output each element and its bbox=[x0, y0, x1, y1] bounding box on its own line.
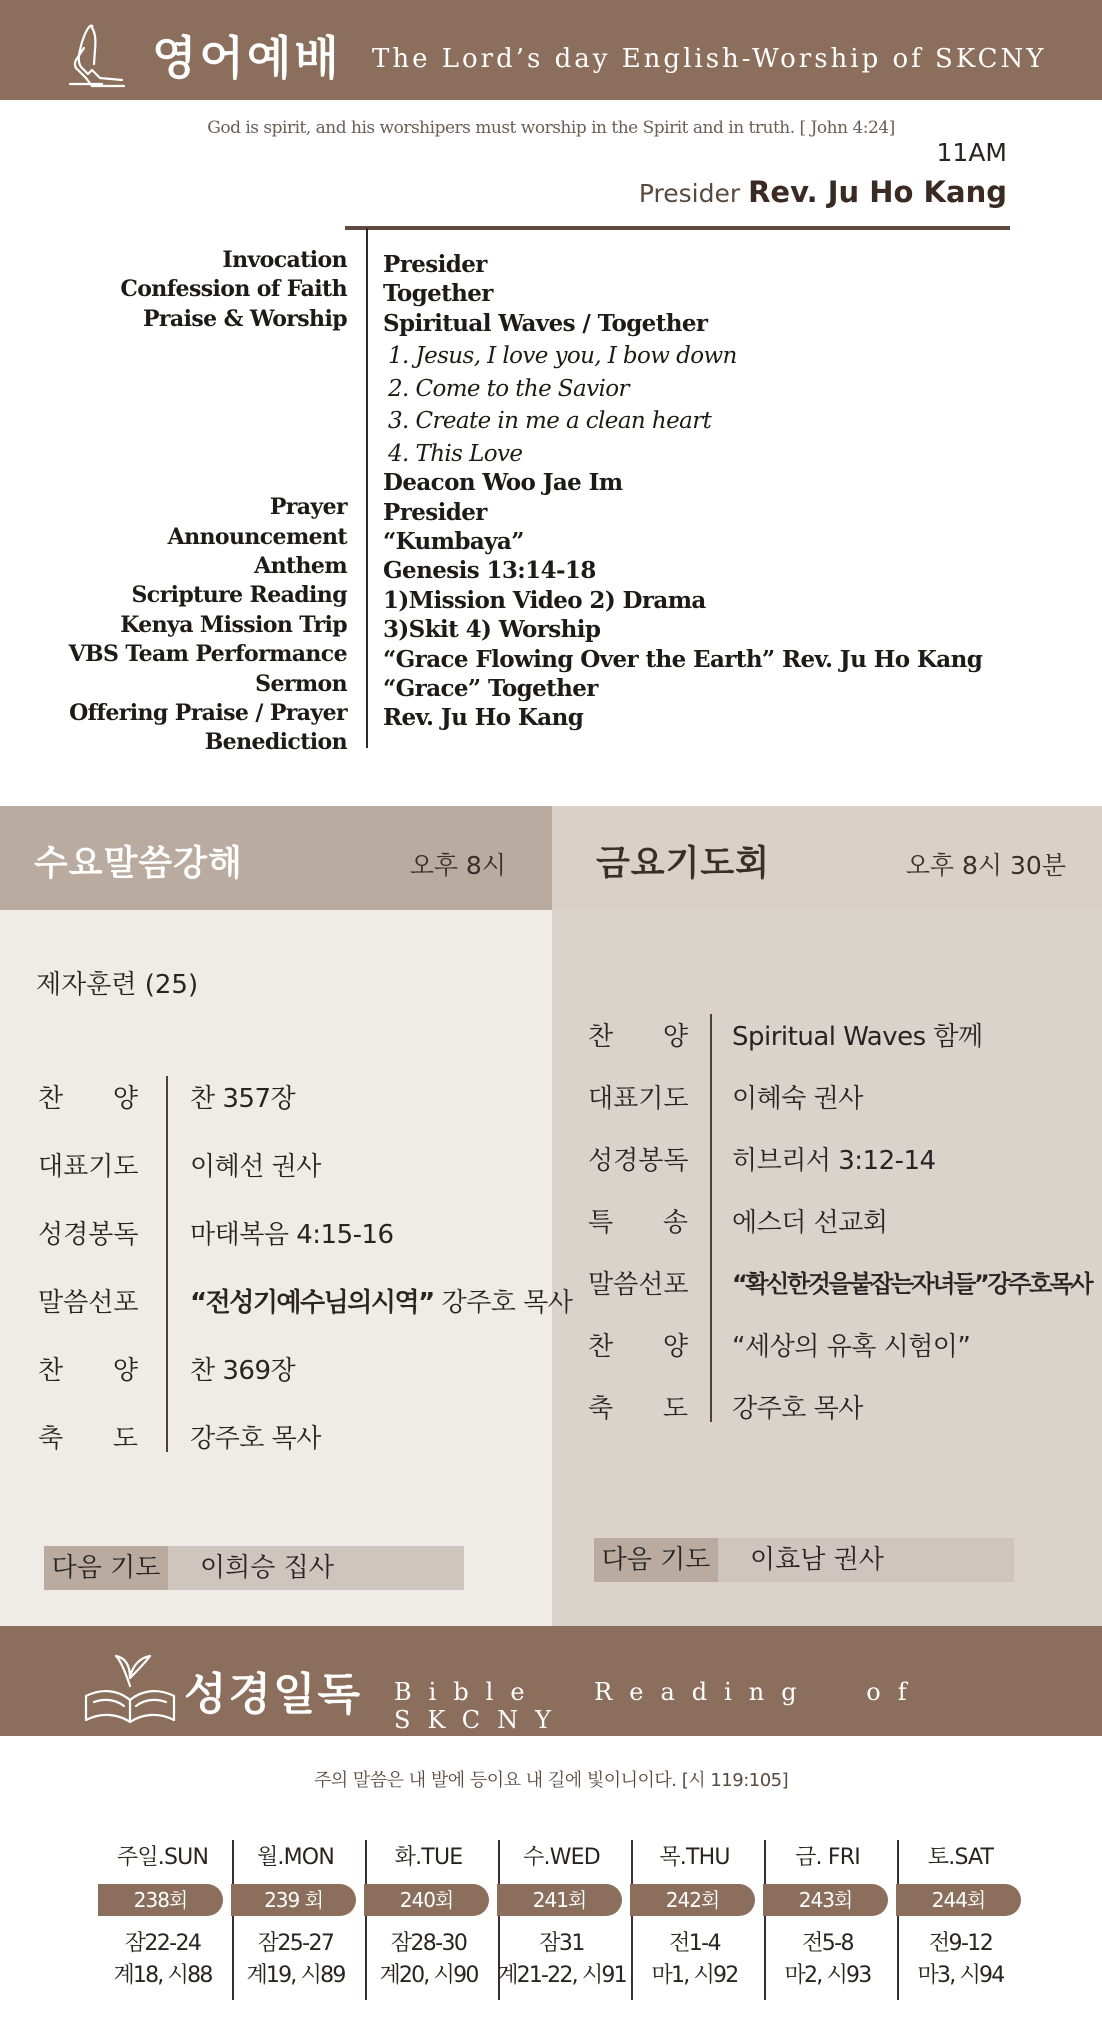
program-divider bbox=[710, 1014, 712, 1422]
program-value: 히브리서 3:12-14 bbox=[732, 1146, 936, 1176]
reading-number: 242회 bbox=[630, 1884, 755, 1916]
friday-next-prayer bbox=[594, 1538, 1014, 1582]
day-name: 토.SAT bbox=[927, 1845, 994, 1870]
service-label: Benediction bbox=[204, 729, 347, 756]
service-label: Kenya Mission Trip bbox=[120, 611, 347, 638]
john-verse: God is spirit, and his worshipers must worship in the Spirit and in truth. [ John 4:24] bbox=[207, 118, 895, 138]
program-value: 이혜숙 권사 bbox=[732, 1084, 863, 1114]
program-label: 찬 bbox=[588, 1022, 614, 1052]
reading-passage: 계18, 시88 bbox=[113, 1963, 212, 1988]
sermon-title: “전성기예수님의시역” bbox=[190, 1288, 434, 1318]
friday-program: 찬 양 Spiritual Waves 함께 대표기도 이혜숙 권사 성경봉독 히브리서 3:12-14 특 송 에스더 선교회 말씀선포 “확신한것을붙잡는자녀들”강주호목사 찬 양 “세상의 유혹 시험이” 축 도 강주호 목사 bbox=[588, 1008, 1098, 1428]
reading-number: 238회 bbox=[98, 1884, 223, 1916]
bible-title-en: Bible Reading of SKCNY bbox=[394, 1678, 924, 1734]
reading-passage: 전5-8 bbox=[802, 1931, 853, 1956]
program-label: 찬 bbox=[38, 1356, 64, 1386]
open-book-sprout-icon bbox=[80, 1646, 180, 1726]
bible-title-ko: 성경일독 bbox=[184, 1669, 363, 1720]
program-value: “세상의 유혹 시험이” bbox=[732, 1332, 971, 1362]
psalm-verse: 주의 말씀은 내 발에 등이요 내 길에 빛이니이다. [시 119:105] bbox=[313, 1770, 789, 1791]
program-value: 에스더 선교회 bbox=[732, 1208, 888, 1238]
service-label: Scripture Reading bbox=[131, 582, 347, 609]
program-label: 말씀선포 bbox=[588, 1270, 689, 1300]
presider-label: Presider bbox=[638, 179, 741, 208]
presider-name: Rev. Ju Ho Kang bbox=[748, 175, 1007, 209]
program-value: 강주호 목사 bbox=[190, 1424, 321, 1454]
program-label: 축 bbox=[588, 1394, 614, 1424]
bible-header bbox=[0, 1626, 1102, 1736]
service-value: Together bbox=[383, 280, 493, 308]
day-name: 금. FRI bbox=[795, 1845, 860, 1870]
program-value: 이혜선 권사 bbox=[190, 1152, 321, 1182]
service-label: Confession of Faith bbox=[120, 276, 347, 303]
reading-passage: 계21-22, 시91 bbox=[497, 1963, 626, 1988]
reading-number: 240회 bbox=[364, 1884, 489, 1916]
service-values bbox=[383, 251, 982, 734]
program-value: Spiritual Waves 함께 bbox=[732, 1022, 983, 1052]
reading-number: 244회 bbox=[896, 1884, 1021, 1916]
song-item: 2. Come to the Savior bbox=[388, 375, 629, 402]
song-item: 4. This Love bbox=[388, 440, 523, 467]
day-name: 수.WED bbox=[523, 1845, 600, 1870]
service-label: Invocation bbox=[222, 247, 347, 273]
reading-passage: 마3, 시94 bbox=[917, 1963, 1004, 1988]
service-divider bbox=[366, 228, 368, 748]
reading-day bbox=[96, 1830, 229, 2000]
worship-title-ko: 영어예배 bbox=[152, 31, 342, 85]
service-label: Announcement bbox=[167, 523, 347, 550]
program-value: 찬 357장 bbox=[190, 1084, 296, 1114]
reading-day bbox=[229, 1830, 362, 2000]
program-divider bbox=[166, 1076, 168, 1452]
service-time: 11AM bbox=[936, 138, 1007, 167]
service-value: Deacon Woo Jae Im bbox=[383, 469, 623, 497]
next-prayer-name: 이효남 권사 bbox=[750, 1545, 884, 1575]
reading-day bbox=[362, 1830, 495, 2000]
service-value: Genesis 13:14-18 bbox=[383, 557, 596, 585]
reading-number: 243회 bbox=[763, 1884, 888, 1916]
song-item: 1. Jesus, I love you, I bow down bbox=[388, 343, 737, 370]
service-value: “Grace” Together bbox=[383, 674, 598, 702]
service-label: VBS Team Performance bbox=[68, 641, 347, 668]
program-label: 특 bbox=[588, 1208, 614, 1238]
reading-number: 239 회 bbox=[231, 1884, 356, 1916]
program-label: 성경봉독 bbox=[38, 1220, 139, 1250]
reading-day bbox=[495, 1830, 628, 2000]
service-label: Anthem bbox=[254, 552, 347, 579]
reading-passage: 계20, 시90 bbox=[379, 1963, 478, 1988]
wednesday-header bbox=[0, 806, 552, 910]
friday-header bbox=[552, 806, 1102, 910]
program-value: 마태복음 4:15-16 bbox=[190, 1220, 394, 1250]
presider-line bbox=[639, 175, 1007, 209]
reading-passage: 잠31 bbox=[539, 1931, 584, 1956]
reading-number: 241회 bbox=[497, 1884, 622, 1916]
reading-day bbox=[628, 1830, 761, 2000]
service-value: “Grace Flowing Over the Earth” Rev. Ju Ho Kang bbox=[383, 645, 983, 673]
reading-day bbox=[761, 1830, 894, 2000]
program-label: 말씀선포 bbox=[38, 1288, 139, 1318]
reading-passage: 잠25-27 bbox=[257, 1931, 334, 1956]
program-label: 찬 bbox=[588, 1332, 614, 1362]
program-value: 강주호 목사 bbox=[732, 1394, 863, 1424]
program-label: 축 bbox=[38, 1424, 64, 1454]
service-value: Spiritual Waves / Together bbox=[383, 309, 708, 337]
friday-title: 금요기도회 bbox=[596, 844, 771, 884]
reading-passage: 마1, 시92 bbox=[651, 1963, 738, 1988]
next-prayer-label: 다음 기도 bbox=[594, 1538, 718, 1582]
praying-hands-icon bbox=[62, 20, 134, 92]
next-prayer-label: 다음 기도 bbox=[44, 1546, 168, 1590]
program-label: 대표기도 bbox=[38, 1152, 139, 1182]
service-value: 3)Skit 4) Worship bbox=[383, 616, 601, 644]
next-prayer-name: 이희승 집사 bbox=[200, 1553, 334, 1583]
worship-title-en: The Lord’s day English-Worship of SKCNY bbox=[372, 44, 1047, 74]
service-value: “Kumbaya” bbox=[383, 527, 524, 555]
wednesday-time: 오후 8시 bbox=[409, 851, 506, 880]
service-value: Presider bbox=[383, 251, 487, 278]
wednesday-subtitle: 제자훈련 (25) bbox=[36, 970, 199, 1000]
day-name: 주일.SUN bbox=[116, 1845, 209, 1870]
day-name: 월.MON bbox=[256, 1845, 334, 1870]
program-label: 찬 bbox=[38, 1084, 64, 1114]
program-value: 찬 369장 bbox=[190, 1356, 296, 1386]
program-label: 성경봉독 bbox=[588, 1146, 689, 1176]
song-list bbox=[383, 339, 982, 469]
worship-header bbox=[0, 0, 1102, 100]
program-label: 대표기도 bbox=[588, 1084, 689, 1114]
reading-passage: 전9-12 bbox=[928, 1931, 993, 1956]
reading-passage: 잠28-30 bbox=[390, 1931, 467, 1956]
day-name: 화.TUE bbox=[394, 1845, 463, 1870]
service-value: 1)Mission Video 2) Drama bbox=[383, 586, 706, 614]
service-label: Praise & Worship bbox=[142, 305, 347, 332]
reading-passage: 마2, 시93 bbox=[784, 1963, 871, 1988]
reading-day bbox=[894, 1830, 1027, 2000]
reading-passage: 계19, 시89 bbox=[246, 1963, 345, 1988]
service-value: Presider bbox=[383, 498, 487, 526]
day-name: 목.THU bbox=[659, 1845, 730, 1870]
song-item: 3. Create in me a clean heart bbox=[388, 408, 712, 435]
header-divider bbox=[345, 226, 1010, 230]
program-value: 강주호 목사 bbox=[433, 1288, 573, 1318]
service-label: Sermon bbox=[255, 670, 347, 697]
service-value: Rev. Ju Ho Kang bbox=[383, 704, 584, 732]
friday-time: 오후 8시 30분 bbox=[905, 851, 1066, 880]
reading-passage: 전1-4 bbox=[669, 1931, 720, 1956]
service-label: Prayer bbox=[269, 494, 347, 521]
reading-passage: 잠22-24 bbox=[124, 1931, 201, 1956]
wednesday-next-prayer bbox=[44, 1546, 464, 1590]
wednesday-title: 수요말씀강해 bbox=[34, 844, 243, 884]
service-label: Offering Praise / Prayer bbox=[69, 699, 347, 726]
wednesday-program: 찬 양 찬 357장 대표기도 이혜선 권사 성경봉독 마태복음 4:15-16 말씀선포 “전성기예수님의시역” 강주호 목사 찬 양 찬 369장 축 도 강주호 목사 bbox=[38, 1070, 538, 1470]
service-labels bbox=[69, 246, 347, 758]
sermon-title: “확신한것을붙잡는자녀들”강주호목사 bbox=[732, 1270, 1092, 1298]
reading-schedule bbox=[96, 1830, 1028, 2000]
